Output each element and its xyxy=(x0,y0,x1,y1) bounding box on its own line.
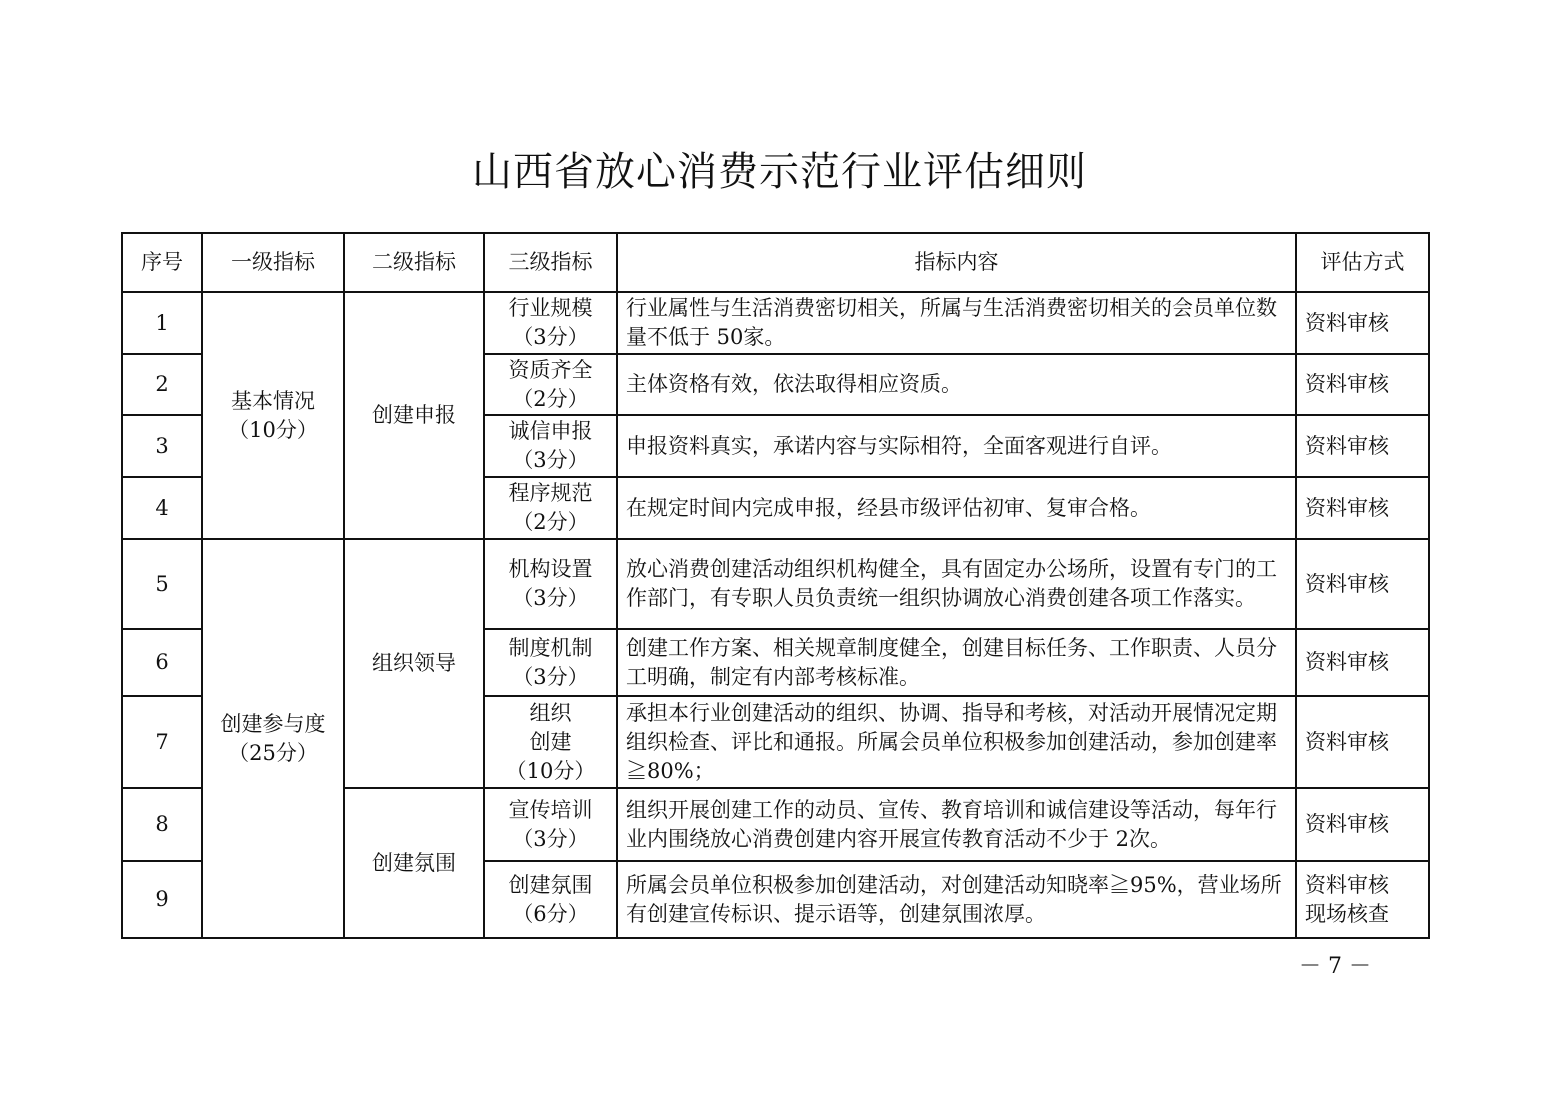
content-cell: 申报资料真实，承诺内容与实际相符，全面客观进行自评。 xyxy=(617,415,1296,477)
level3-score: （3分） xyxy=(512,664,589,689)
page-number: － 7 － xyxy=(1299,954,1371,979)
level3-name: 诚信申报 xyxy=(508,419,593,443)
evaluation-table xyxy=(121,232,1430,939)
method-cell: 资料审核 xyxy=(1296,788,1429,861)
content-cell: 组织开展创建工作的动员、宣传、教育培训和诚信建设等活动，每年行业内围绕放心消费创建内容开展宣传教育活动不少于 2次。 xyxy=(617,788,1296,861)
level1-cell xyxy=(202,292,344,539)
level1-name: 创建参与度 xyxy=(220,711,326,736)
table-header-row xyxy=(122,233,1429,292)
level3-score: （3分） xyxy=(512,586,589,610)
level3-name: 宣传培训 xyxy=(508,797,593,822)
row-seq: 2 xyxy=(122,354,202,415)
header-seq: 序号 xyxy=(122,233,202,292)
level3-score: （3分） xyxy=(512,448,589,472)
level3-score: （6分） xyxy=(512,901,589,926)
level1-score: （25分） xyxy=(228,740,318,765)
content-cell: 放心消费创建活动组织机构健全，具有固定办公场所，设置有专门的工作部门，有专职人员负责统一组织协调放心消费创建各项工作落实。 xyxy=(617,539,1296,629)
header-method: 评估方式 xyxy=(1296,233,1429,292)
row-seq: 4 xyxy=(122,477,202,539)
level1-cell xyxy=(202,539,344,938)
level3-name: 行业规模 xyxy=(508,296,593,320)
level2-cell: 组织领导 xyxy=(344,539,484,788)
row-seq: 6 xyxy=(122,629,202,696)
row-seq: 8 xyxy=(122,788,202,861)
method-cell: 资料审核 xyxy=(1296,415,1429,477)
level1-score: （10分） xyxy=(228,417,318,442)
content-cell: 承担本行业创建活动的组织、协调、指导和考核，对活动开展情况定期组织检查、评比和通报。所属会员单位积极参加创建活动，参加创建率≧80%； xyxy=(617,696,1296,788)
header-level3: 三级指标 xyxy=(484,233,617,292)
row-seq: 1 xyxy=(122,292,202,354)
method-cell: 资料审核 xyxy=(1296,629,1429,696)
level3-cell xyxy=(484,539,617,629)
table-row xyxy=(122,539,1429,629)
level3-name: 创建氛围 xyxy=(508,872,593,897)
row-seq: 5 xyxy=(122,539,202,629)
level3-name: 机构设置 xyxy=(508,557,593,581)
level2-cell: 创建申报 xyxy=(344,292,484,539)
level3-score: （2分） xyxy=(512,510,589,534)
level3-cell xyxy=(484,354,617,415)
level3-cell xyxy=(484,696,617,788)
content-cell: 主体资格有效，依法取得相应资质。 xyxy=(617,354,1296,415)
header-level2: 二级指标 xyxy=(344,233,484,292)
table-row xyxy=(122,292,1429,354)
level3-cell xyxy=(484,415,617,477)
row-seq: 9 xyxy=(122,861,202,938)
method-cell: 资料审核 xyxy=(1296,696,1429,788)
level3-score: （2分） xyxy=(512,386,589,411)
header-content: 指标内容 xyxy=(617,233,1296,292)
page-title: 山西省放心消费示范行业评估细则 xyxy=(472,149,1087,195)
level3-cell xyxy=(484,292,617,354)
header-level1: 一级指标 xyxy=(202,233,344,292)
method-line-2: 现场核查 xyxy=(1305,901,1389,926)
content-cell: 所属会员单位积极参加创建活动，对创建活动知晓率≧95%，营业场所有创建宣传标识、提示语等，创建氛围浓厚。 xyxy=(617,861,1296,938)
level3-name-line2: 创建 xyxy=(529,729,572,754)
method-cell xyxy=(1296,861,1429,938)
row-seq: 3 xyxy=(122,415,202,477)
level3-score: （10分） xyxy=(505,758,596,783)
level3-cell xyxy=(484,629,617,696)
method-cell: 资料审核 xyxy=(1296,354,1429,415)
level3-score: （3分） xyxy=(512,826,589,851)
level3-name: 程序规范 xyxy=(508,481,593,505)
content-cell: 行业属性与生活消费密切相关，所属与生活消费密切相关的会员单位数量不低于 50家。 xyxy=(617,292,1296,354)
level3-name: 组织 xyxy=(529,700,572,725)
level3-name: 资质齐全 xyxy=(508,357,593,382)
level3-score: （3分） xyxy=(512,325,589,349)
method-cell: 资料审核 xyxy=(1296,477,1429,539)
level3-cell xyxy=(484,477,617,539)
level3-cell xyxy=(484,788,617,861)
row-seq: 7 xyxy=(122,696,202,788)
level1-name: 基本情况 xyxy=(231,388,315,413)
method-cell: 资料审核 xyxy=(1296,539,1429,629)
content-cell: 创建工作方案、相关规章制度健全，创建目标任务、工作职责、人员分工明确，制定有内部考核标准。 xyxy=(617,629,1296,696)
content-cell: 在规定时间内完成申报，经县市级评估初审、复审合格。 xyxy=(617,477,1296,539)
method-line: 资料审核 xyxy=(1305,872,1389,897)
method-cell: 资料审核 xyxy=(1296,292,1429,354)
level3-name: 制度机制 xyxy=(508,635,593,660)
level2-cell: 创建氛围 xyxy=(344,788,484,938)
level3-cell xyxy=(484,861,617,938)
